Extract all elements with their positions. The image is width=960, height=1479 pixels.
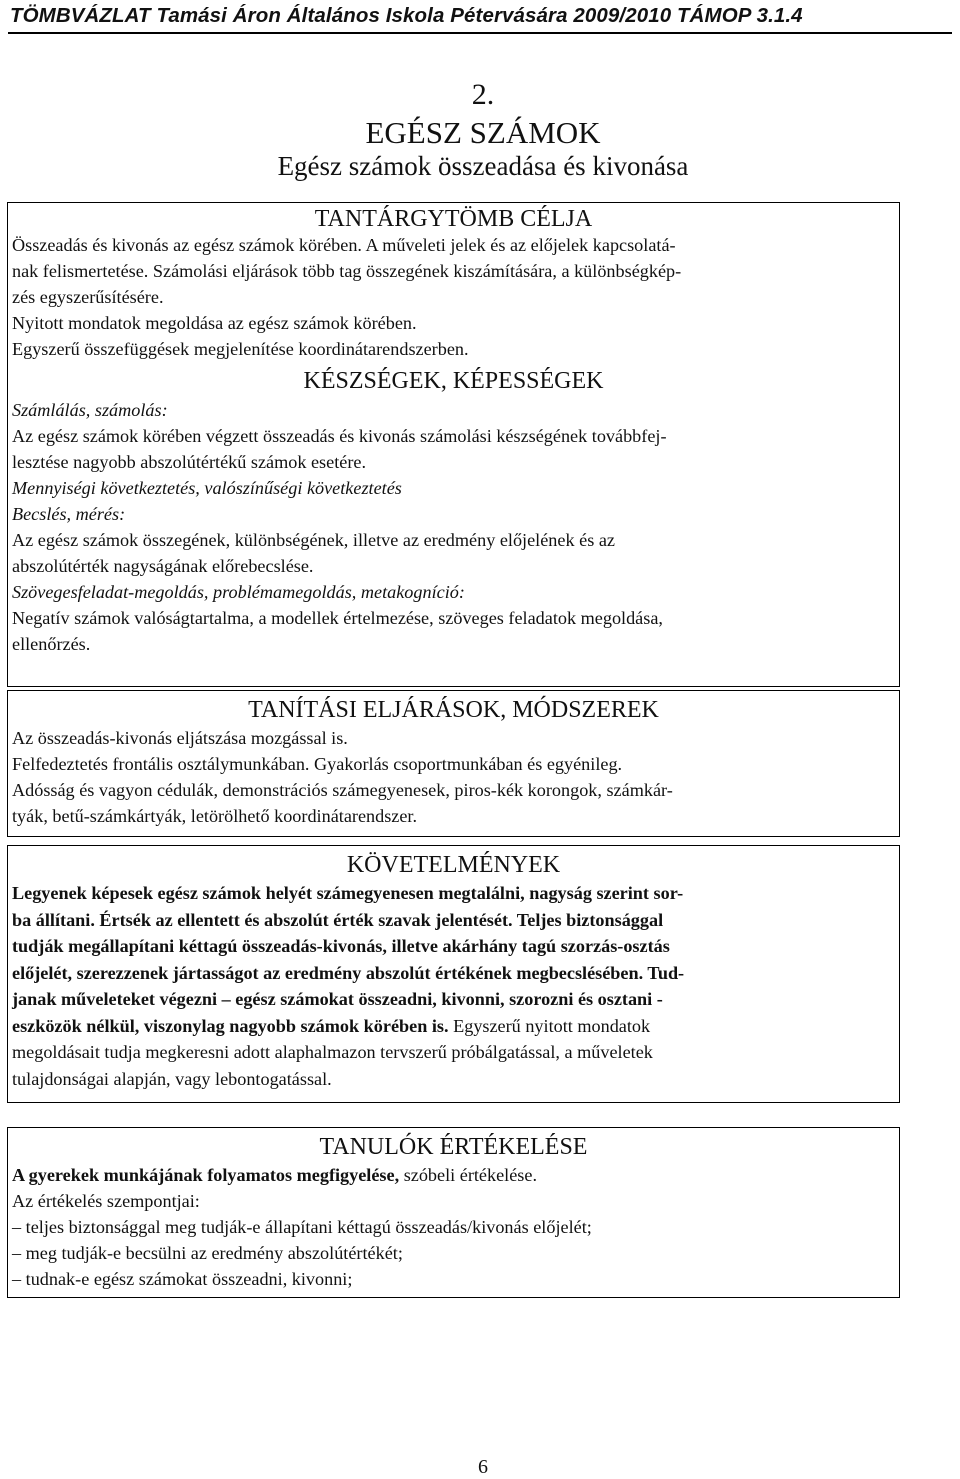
requirements-line: előjelét, szerezzenek jártasságot az eredmény abszolút értékének megbecslésében. Tud-	[12, 962, 685, 983]
goals-line: Egyszerű összefüggések megjelenítése koordinátarendszerben.	[12, 339, 469, 359]
goals-heading: TANTÁRGYTÖMB CÉLJA	[314, 206, 593, 232]
skills-line: Negatív számok valóságtartalma, a modellek értelmezése, szöveges feladatok megoldása,	[12, 608, 663, 628]
chapter-title: EGÉSZ SZÁMOK	[365, 115, 601, 150]
goals-line: nak felismertetése. Számolási eljárások több tag összegének kiszámítására, a különbségkép-	[12, 261, 682, 281]
requirements-line: Legyenek képesek egész számok helyét számegyenesen megtalálni, nagyság szerint sor-	[12, 883, 684, 903]
running-header: TÖMBVÁZLAT Tamási Áron Általános Iskola Pétervására 2009/2010 TÁMOP 3.1.4	[10, 4, 803, 27]
requirements-body	[8, 880, 899, 1092]
goals-skills-box	[7, 202, 900, 687]
methods-box	[7, 690, 900, 837]
skills-line: Az egész számok körében végzett összeadás és kivonás számolási készségének továbbfej-	[12, 426, 667, 446]
chapter-number: 2.	[471, 78, 495, 111]
skills-line: Az egész számok összegének, különbségének, illetve az eredmény előjelének és az	[12, 530, 615, 550]
evaluation-body	[8, 1162, 899, 1292]
evaluation-criterion: – meg tudják-e becsülni az eredmény abszolútértékét;	[12, 1243, 403, 1263]
goals-line: zés egyszerűsítésére.	[12, 287, 164, 307]
requirements-heading: KÖVETELMÉNYEK	[346, 852, 561, 878]
evaluation-criterion: – tudnak-e egész számokat összeadni, kivonni;	[12, 1269, 353, 1289]
skills-line: ellenőrzés.	[12, 634, 91, 654]
skills-counting-label: Számlálás, számolás:	[12, 400, 168, 420]
chapter-subtitle: Egész számok összeadása és kivonása	[277, 151, 689, 181]
skills-body	[8, 397, 899, 657]
methods-line: Felfedeztetés frontális osztálymunkában. Gyakorlás csoportmunkában és egyénileg.	[12, 754, 623, 774]
methods-body	[8, 725, 899, 829]
header-rule	[8, 32, 952, 34]
requirements-line: janak műveleteket végezni – egész számokat összeadni, kivonni, szorozni és osztani -	[12, 989, 663, 1009]
goals-body	[8, 232, 899, 362]
requirements-box	[7, 845, 900, 1103]
skills-heading: KÉSZSÉGEK, KÉPESSÉGEK	[303, 368, 604, 394]
requirements-line: ba állítani. Értsék az ellentett és abszolút érték szavak jelentését. Teljes biztonsággal	[12, 909, 664, 930]
goals-line: Nyitott mondatok megoldása az egész számok körében.	[12, 313, 417, 333]
skills-line: lesztése nagyobb abszolútértékű számok esetére.	[12, 452, 367, 472]
evaluation-criterion: – teljes biztonsággal meg tudják-e állapítani kéttagú összeadás/kivonás előjelét;	[12, 1217, 592, 1237]
evaluation-heading: TANULÓK ÉRTÉKELÉSE	[319, 1134, 588, 1160]
methods-heading: TANÍTÁSI ELJÁRÁSOK, MÓDSZEREK	[248, 697, 659, 723]
skills-line: abszolútérték nagyságának előrebecslése.	[12, 556, 314, 576]
page-number: 6	[478, 1456, 488, 1478]
evaluation-box	[7, 1127, 900, 1298]
skills-estimation-label: Becslés, mérés:	[12, 504, 126, 524]
requirements-line: eszközök nélkül, viszonylag nagyobb számok körében is. Egyszerű nyitott mondatok	[12, 1015, 651, 1036]
requirements-line: tudják megállapítani kéttagú összeadás-kivonás, illetve akárhány tagú szorzás-osztás	[12, 936, 670, 956]
requirements-line: tulajdonságai alapján, vagy lebontogatással.	[12, 1068, 332, 1089]
methods-line: Az összeadás-kivonás eljátszása mozgással is.	[12, 728, 348, 748]
evaluation-criteria-label: Az értékelés szempontjai:	[12, 1191, 200, 1211]
skills-inference-label: Mennyiségi következtetés, valószínűségi következtetés	[12, 478, 402, 498]
methods-line: Adósság és vagyon cédulák, demonstrációs számegyenesek, piros-kék korongok, számkár-	[12, 780, 673, 800]
requirements-line: megoldásait tudja megkeresni adott alaphalmazon tervszerű próbálgatással, a műveletek	[12, 1042, 653, 1062]
evaluation-intro: A gyerekek munkájának folyamatos megfigyelése, szóbeli értékelése.	[12, 1165, 537, 1185]
methods-line: tyák, betű-számkártyák, letörölhető koordinátarendszer.	[12, 806, 418, 826]
goals-line: Összeadás és kivonás az egész számok körében. A műveleti jelek és az előjelek kapcsolatá-	[12, 235, 676, 255]
skills-problem-label: Szövegesfeladat-megoldás, problémamegoldás, metakogníció:	[12, 582, 465, 602]
